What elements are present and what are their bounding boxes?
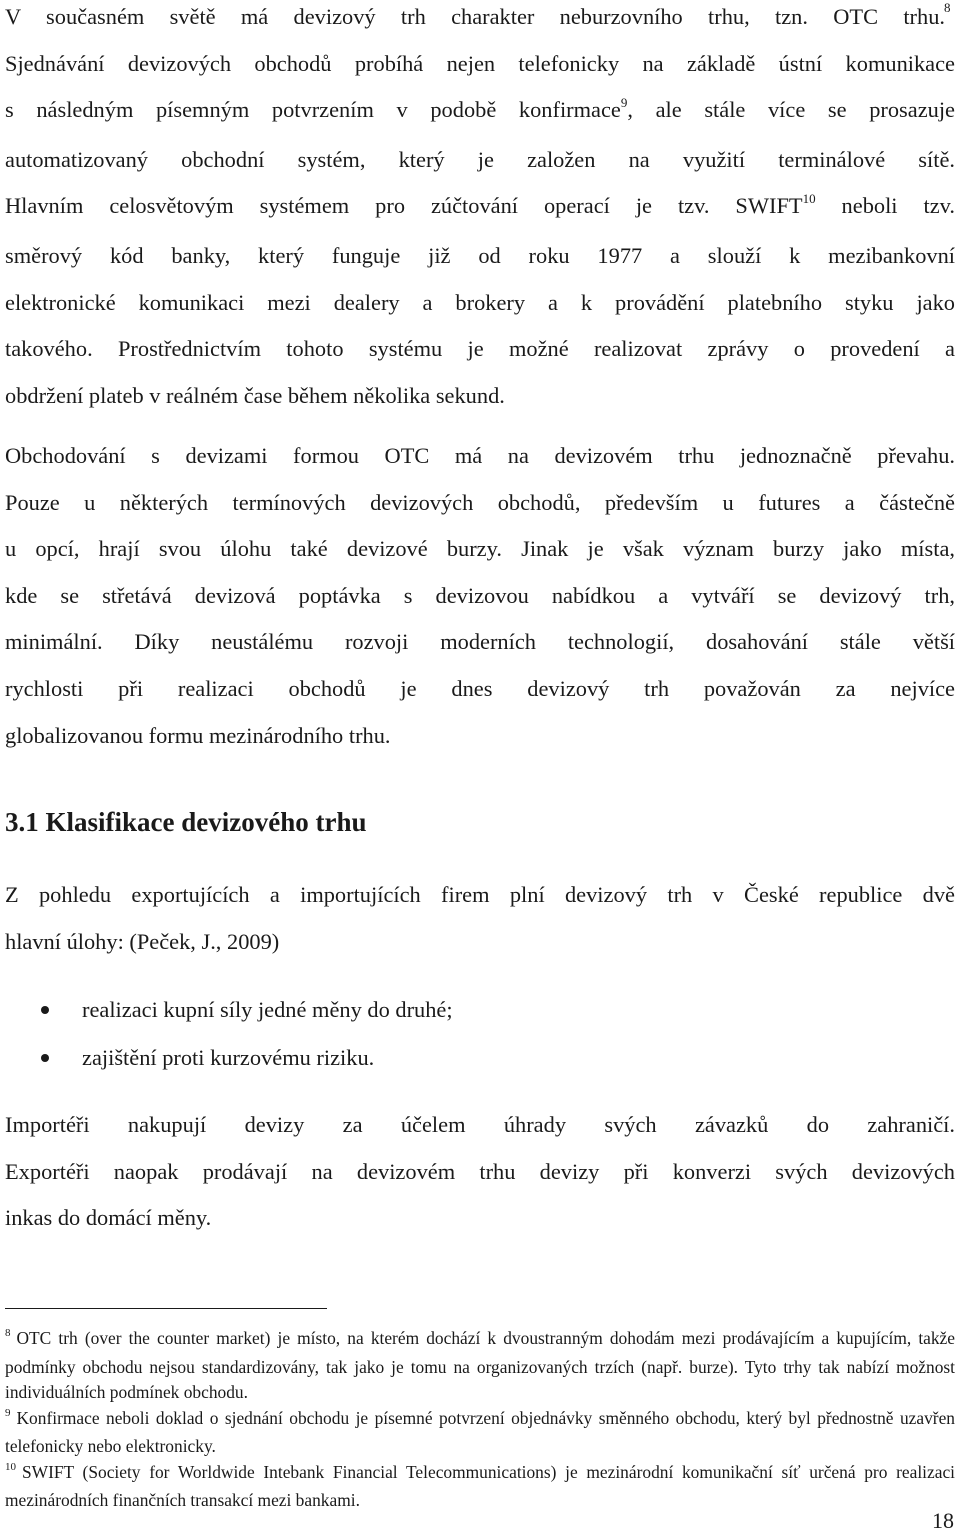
footnote-number: 9 [5, 1406, 11, 1419]
text-segment: neboli tzv. [815, 193, 955, 219]
text-line: elektronické komunikaci mezi dealery a brokery a k provádění platebního styku jako [5, 289, 955, 315]
footnote-number: 10 [5, 1460, 16, 1473]
footnote-text: OTC trh (over the counter market) je místo, na kterém dochází k dvoustranným dohodám mezi prodávajícím a kupujícím, takže podmínky obchodu nejsou standardizovány, tak jako je tomu na organizovaných trzích (např. burze). Tyto trhy tak nabízí možnost individuálních podmínek obchodu. [5, 1328, 955, 1402]
text-line: minimální. Díky neustálému rozvoji moderních technologií, dosahování stále větší [5, 629, 955, 655]
roles-list [0, 986, 960, 1082]
footnote-divider [5, 1308, 327, 1309]
text-line: kde se střetává devizová poptávka s devizovou nabídkou a vytváří se devizový trh, [5, 582, 955, 608]
text-line [5, 183, 955, 233]
text-line: Sjednávání devizových obchodů probíhá nejen telefonicky na základě ústní komunikace [5, 50, 955, 76]
footnote-8 [5, 1326, 955, 1406]
text-line: Importéři nakupují devizy za účelem úhrady svých závazků do zahraničí. [5, 1112, 955, 1137]
footnotes [5, 1326, 955, 1514]
paragraph-otc-dominance [5, 433, 955, 759]
text-line [5, 87, 955, 137]
text-line: obdržení plateb v reálném čase během několika sekund. [5, 382, 505, 408]
text-segment: Hlavním celosvětovým systémem pro zúčtování operací je tzv. SWIFT [5, 193, 803, 219]
footnote-ref-10: 10 [802, 191, 816, 207]
section-heading: 3.1 Klasifikace devizového trhu [5, 807, 367, 837]
text-line: automatizovaný obchodní systém, který je založen na využití terminálové sítě. [5, 146, 955, 172]
footnote-number: 8 [5, 1327, 11, 1339]
paragraph-roles-intro [5, 872, 955, 965]
text-line: globalizovanou formu mezinárodního trhu. [5, 722, 391, 748]
text-segment: , ale stále více se prosazuje [627, 97, 955, 123]
text-line: V současném světě má devizový trh charakter neburzovního trhu, tzn. OTC trhu. [5, 4, 945, 29]
text-line: Exportéři naopak prodávají na devizovém trhu devizy při konverzi svých devizových [5, 1158, 955, 1184]
page-number: 18 [932, 1508, 954, 1533]
footnote-9 [5, 1406, 955, 1460]
text-line: Pouze u některých termínových devizových obchodů, především u futures a částečně [5, 489, 955, 515]
text-line: Obchodování s devizami formou OTC má na devizovém trhu jednoznačně převahu. [5, 443, 955, 468]
text-segment: s následným písemným potvrzením v podobě konfirmace [5, 97, 621, 123]
text-line: takového. Prostřednictvím tohoto systému je možné realizovat zprávy o provedení a [5, 336, 955, 362]
list-item: zajištění proti kurzovému riziku. [0, 1034, 960, 1082]
text-line: hlavní úlohy: (Peček, J., 2009) [5, 928, 280, 954]
text-line: rychlosti při realizaci obchodů je dnes devizový trh považován za nejvíce [5, 675, 955, 701]
paragraph-importers-exporters [5, 1102, 955, 1242]
footnote-ref-8: 8 [944, 0, 951, 15]
footnote-ref-9: 9 [620, 95, 628, 111]
text-line: směrový kód banky, který funguje již od roku 1977 a slouží k mezibankovní [5, 242, 955, 268]
list-item: realizaci kupní síly jedné měny do druhé; [0, 986, 960, 1034]
paragraph-otc [5, 0, 955, 419]
text-line: inkas do domácí měny. [5, 1205, 212, 1231]
text-line: u opcí, hrají svou úlohu také devizové burzy. Jinak je však význam burzy jako místa, [5, 536, 955, 562]
footnote-text: SWIFT (Society for Worldwide Intebank Financial Telecommunications) je mezinárodní komunikační síť určená pro realizaci mezinárodních finančních transakcí mezi bankami. [5, 1461, 955, 1510]
footnote-10 [5, 1460, 955, 1514]
text-line: Z pohledu exportujících a importujících firem plní devizový trh v České republice dvě [5, 882, 955, 907]
footnote-text: Konfirmace neboli doklad o sjednání obchodu je písemné potvrzení objednávky směnného obchodu, který byl přednostně uzavřen telefonicky nebo elektronicky. [5, 1407, 955, 1456]
